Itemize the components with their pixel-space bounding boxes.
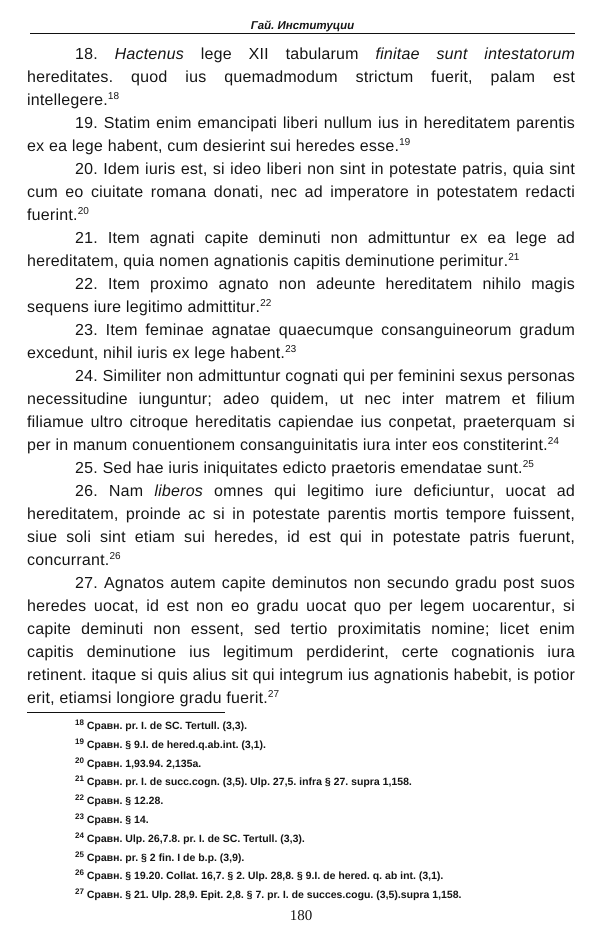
- paragraph-number: 24.: [75, 368, 98, 385]
- footnote-separator: [27, 712, 225, 713]
- paragraph-number: 18.: [75, 46, 98, 63]
- footnote-mark: 19: [75, 736, 84, 746]
- paragraph-text: Statim enim emancipati liberi nullum ius in hereditatem parentis ex ea lege habent, cum desierint sui heredes esse.: [27, 115, 575, 155]
- footnote-mark: 22: [75, 793, 84, 803]
- footnote: [27, 867, 575, 886]
- footnote-mark: 20: [75, 755, 84, 765]
- italic-text: finitae sunt intestatorum: [375, 46, 575, 63]
- footnote: [27, 886, 575, 905]
- footnote-mark: 25: [75, 849, 84, 859]
- paragraph-text: lege XII tabularum: [184, 46, 376, 63]
- paragraph: [27, 112, 575, 158]
- paragraph: [27, 227, 575, 273]
- footnote-text: Сравн. § 9.I. de hered.q.ab.int. (3,1).: [86, 738, 266, 751]
- footnote-ref: 21: [508, 251, 520, 263]
- footnote-ref: 27: [267, 688, 280, 700]
- paragraph: [27, 158, 575, 227]
- footnote-text: Сравн. pr. § 2 fin. I de b.p. (3,9).: [86, 851, 245, 864]
- italic-text: Hactenus: [114, 46, 185, 63]
- footnotes: [27, 717, 575, 905]
- paragraph-text: Nam: [108, 483, 155, 500]
- footnote-text: Сравн. 1,93.94. 2,135a.: [86, 757, 202, 770]
- paragraph-number: 25.: [75, 460, 98, 477]
- paragraph: [27, 319, 575, 365]
- footnote-ref: 20: [77, 205, 89, 217]
- paragraph-text: Similiter non admittuntur cognati qui per feminini sexus personas necessitudine iunguntur; adeo quidem, ut nec inter matrem et filium filiamue ultro citroque hereditatis capiendae ius conpetat, praeterquam si per in manum conuentionem consanguinitatis iura inter eos constiterint.: [27, 368, 575, 454]
- paragraph-number: 21.: [75, 230, 98, 247]
- footnote-text: Сравн. § 19.20. Collat. 16,7. § 2. Ulp. 28,8. § 9.I. de hered. q. ab int. (3,1).: [86, 870, 444, 883]
- footnote-text: Сравн. § 21. Ulp. 28,9. Epit. 2,8. § 7. pr. I. de succes.cogu. (3,5).supra 1,158.: [86, 889, 462, 902]
- paragraph: [27, 273, 575, 319]
- paragraph-number: 19.: [75, 115, 98, 132]
- paragraph-number: 26.: [75, 483, 98, 500]
- paragraph: [27, 43, 575, 112]
- paragraph-text: omnes qui legitimo iure deficiuntur, uocat ad hereditatem, proinde ac si in potestate parentis mortis tempore fuissent, siue soli sint etiam sui heredes, id est qui in potestate patris fuerunt, concurrant.: [27, 483, 575, 569]
- footnote-mark: 26: [75, 868, 84, 878]
- paragraph-number: 20.: [75, 161, 98, 178]
- footnote-text: Сравн. § 12.28.: [86, 795, 164, 808]
- running-header-title: Гай. Институции: [250, 20, 355, 32]
- running-header: [30, 19, 575, 34]
- footnote: [27, 773, 575, 792]
- footnote: [27, 717, 575, 736]
- footnote: [27, 792, 575, 811]
- paragraph-text: Sed hae iuris iniquitates edicto praetoris emendatae sunt.: [102, 460, 523, 477]
- paragraph-text: Item agnati capite deminuti non admittuntur ex ea lege ad hereditatem, quia nomen agnationis capitis deminutione perimitur.: [27, 230, 575, 270]
- footnote-ref: 18: [107, 90, 120, 102]
- footnote: [27, 811, 575, 830]
- paragraph-number: 22.: [75, 276, 98, 293]
- paragraph: [27, 457, 575, 480]
- paragraph: [27, 365, 575, 457]
- paragraph-number: 23.: [75, 322, 98, 339]
- footnote-text: Сравн. pr. I. de SC. Tertull. (3,3).: [86, 720, 248, 732]
- footnote: [27, 849, 575, 868]
- paragraph-text: Item feminae agnatae quaecumque consanguineorum gradum excedunt, nihil iuris ex lege habent.: [27, 322, 575, 362]
- paragraph-text: hereditates. quod ius quemadmodum strictum fuerit, palam est intellegere.: [27, 69, 575, 109]
- main-text: [27, 43, 575, 710]
- footnote-mark: 27: [75, 887, 84, 897]
- paragraph-text: Agnatos autem capite deminutos non secundo gradu post suos heredes uocat, id est non eo gradu uocat quo per legem uocarentur, si capite deminuti non essent, sed tertio proximitatis nomine; licet enim capitis deminutione ius legitimum perdiderint, certe cognationis iura retinent. itaque si quis alius sit qui integrum ius agnationis habebit, is potior erit, etiamsi longiore gradu fuerit.: [27, 575, 575, 707]
- page-number: 180: [289, 907, 313, 924]
- paragraph-text: Idem iuris est, si ideo liberi non sint in potestate patris, quia sint cum eo ciuitate romana donati, nec ad imperatore in potestatem redacti fuerint.: [27, 161, 575, 224]
- footnote-ref: 19: [399, 136, 411, 148]
- footnote: [27, 736, 575, 755]
- footnote-ref: 24: [547, 435, 559, 447]
- paragraph: [27, 572, 575, 710]
- footnote-text: Сравн. pr. I. de succ.cogn. (3,5). Ulp. 27,5. infra § 27. supra 1,158.: [86, 776, 412, 789]
- footnote-ref: 22: [260, 297, 272, 309]
- footnote-text: Сравн. Ulp. 26,7.8. pr. I. de SC. Tertull. (3,3).: [86, 832, 305, 845]
- footnote: [27, 755, 575, 774]
- footnote-ref: 23: [285, 343, 297, 355]
- page-content: [27, 43, 575, 925]
- footnote-mark: 18: [75, 718, 84, 727]
- paragraph-text: Item proximo agnato non adeunte hereditatem nihilo magis sequens iure legitimo admittitur.: [27, 276, 575, 316]
- footnote-mark: 23: [75, 811, 84, 821]
- footnote-mark: 24: [75, 830, 84, 840]
- paragraph-number: 27.: [75, 575, 98, 592]
- paragraph: [27, 480, 575, 572]
- footnote-ref: 26: [109, 550, 121, 562]
- footnote-mark: 21: [75, 774, 84, 784]
- footnote-ref: 25: [522, 458, 534, 470]
- footnote-text: Сравн. § 14.: [86, 813, 149, 826]
- footnote: [27, 830, 575, 849]
- italic-text: liberos: [154, 483, 204, 500]
